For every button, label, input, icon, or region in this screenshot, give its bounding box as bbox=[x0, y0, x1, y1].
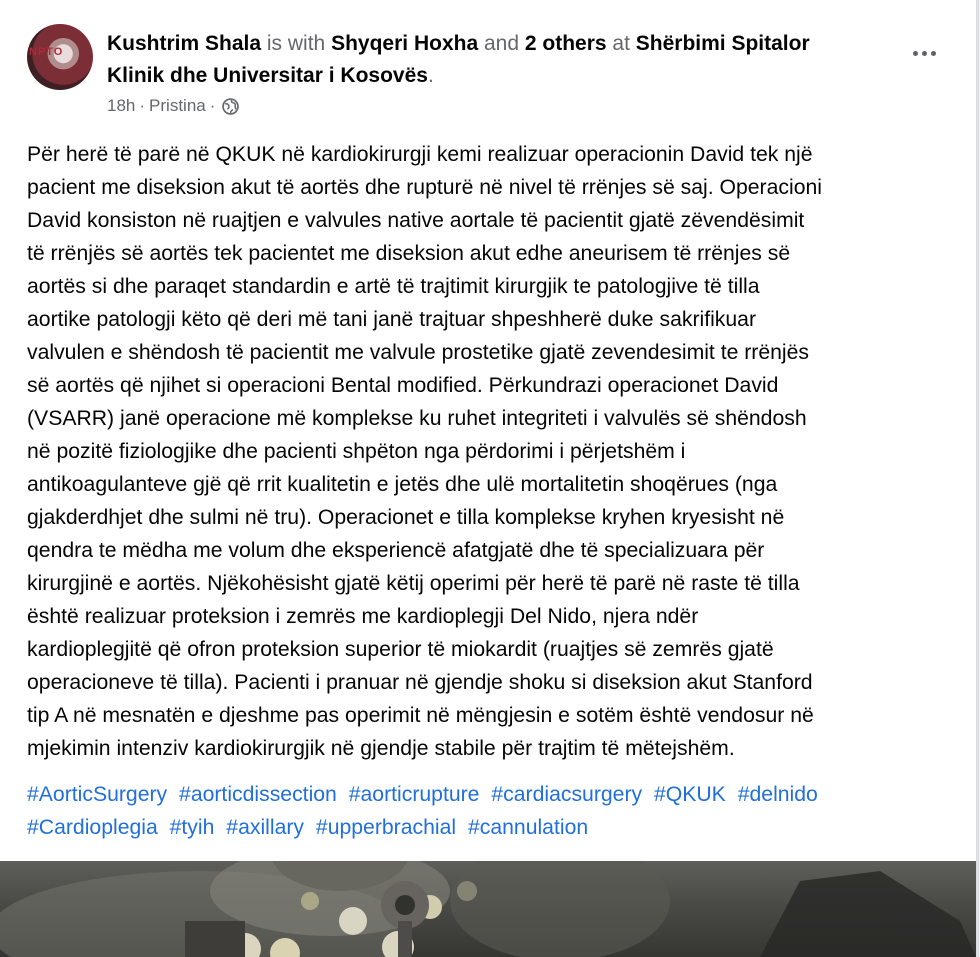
at-text: at bbox=[612, 32, 630, 55]
hashtag-link[interactable]: #tyih bbox=[169, 816, 215, 839]
post-body: Për herë të parë në QKUK në kardiokirurgji kemi realizuar operacionin David tek një pacient me diseksion akut të aortës dhe rupturë në nivel të rrënjes së saj. Operacioni David konsiston në ruajtjen e valvules native aortale të pacientit gjatë zëvendësimit të rrënjës së aortës tek pacientet me diseksion akut edhe aneurisem të rrënjes së aortës si dhe paraqet standardin e artë të trajtimit kirurgjik te patologjive të tilla aortike patologji këto që deri më tani janë trajtuar shpeshherë duke sakrifikuar valvulen e shëndosh të pacientit me valvule prostetike gjatë zevendesimit te rrënjës së aortës që njihet si operacioni Bental modified. Përkundrazi operacionet David (VSARR) janë operacione më komplekse ku ruhet integriteti i valvulës së shëndosh në pozitë fiziologjike dhe pacienti shpëton nga përdorimi i përjetshëm i antikoagulanteve gjë që rrit kualitetin e jetës dhe ulë mortalitetin shoqërues (nga gjakderdhjet dhe sulmi në tru). Operacionet e tilla komplekse kryhen kryesisht në qendra te mëdha me volum dhe eksperiencë afatgjatë dhe të specializuara për kirurgjinë e aortës. Njëkohësisht gjatë këtij operimi për herë të parë në raste të tilla është realizuar proteksion i zemrës me kardioplegji Del Nido, njera ndër kardioplegjitë që ofron proteksion superior të miokardit (ruajtjes së zemrës gjatë operacioneve të tilla). Pacienti i pranuar në gjendje shoku si diseksion akut Stanford tip A në mesnatën e djeshme pas operimit në mëngjesin e sotëm është vendosur në mjekimin intenziv kardiokirurgjik në gjendje stabile për trajtim të mëtejshëm. bbox=[27, 143, 822, 760]
meta-separator: · bbox=[209, 96, 216, 115]
place-end: . bbox=[427, 64, 434, 87]
author-avatar[interactable] bbox=[27, 24, 93, 90]
place-link[interactable]: Shërbimi Spitalor Klinik dhe Universitar i Kosovës bbox=[107, 32, 810, 87]
avatar-text: NPTO bbox=[29, 46, 64, 58]
with-text: is with bbox=[266, 32, 326, 55]
others-link[interactable]: 2 others bbox=[524, 32, 607, 55]
tagged-person[interactable]: Shyqeri Hoxha bbox=[331, 32, 479, 55]
meta-separator: · bbox=[139, 96, 146, 115]
post-photo[interactable] bbox=[0, 861, 976, 957]
more-options-icon[interactable] bbox=[904, 38, 944, 68]
author-name[interactable]: Kushtrim Shala bbox=[107, 32, 262, 55]
globe-icon[interactable] bbox=[222, 98, 239, 115]
hashtag-link[interactable]: #AorticSurgery bbox=[27, 783, 168, 806]
hashtag-link[interactable]: #QKUK bbox=[653, 783, 726, 806]
hashtag-link[interactable]: #aorticrupture bbox=[348, 783, 480, 806]
post-meta bbox=[107, 96, 239, 116]
hashtag-link[interactable]: #axillary bbox=[226, 816, 305, 839]
hashtag-link[interactable]: #cannulation bbox=[467, 816, 589, 839]
hashtag-link[interactable]: #cardiacsurgery bbox=[491, 783, 643, 806]
and-text: and bbox=[483, 32, 520, 55]
post-location[interactable]: Pristina bbox=[149, 96, 206, 115]
post-header bbox=[107, 28, 867, 92]
hashtag-link[interactable]: #upperbrachial bbox=[315, 816, 457, 839]
post-time[interactable]: 18h bbox=[107, 96, 136, 115]
hashtag-link[interactable]: #aorticdissection bbox=[179, 783, 337, 806]
hashtag-link[interactable]: #Cardioplegia bbox=[27, 816, 158, 839]
hashtags bbox=[27, 778, 957, 844]
hashtag-link[interactable]: #delnido bbox=[737, 783, 818, 806]
photo-overlay bbox=[0, 861, 976, 957]
